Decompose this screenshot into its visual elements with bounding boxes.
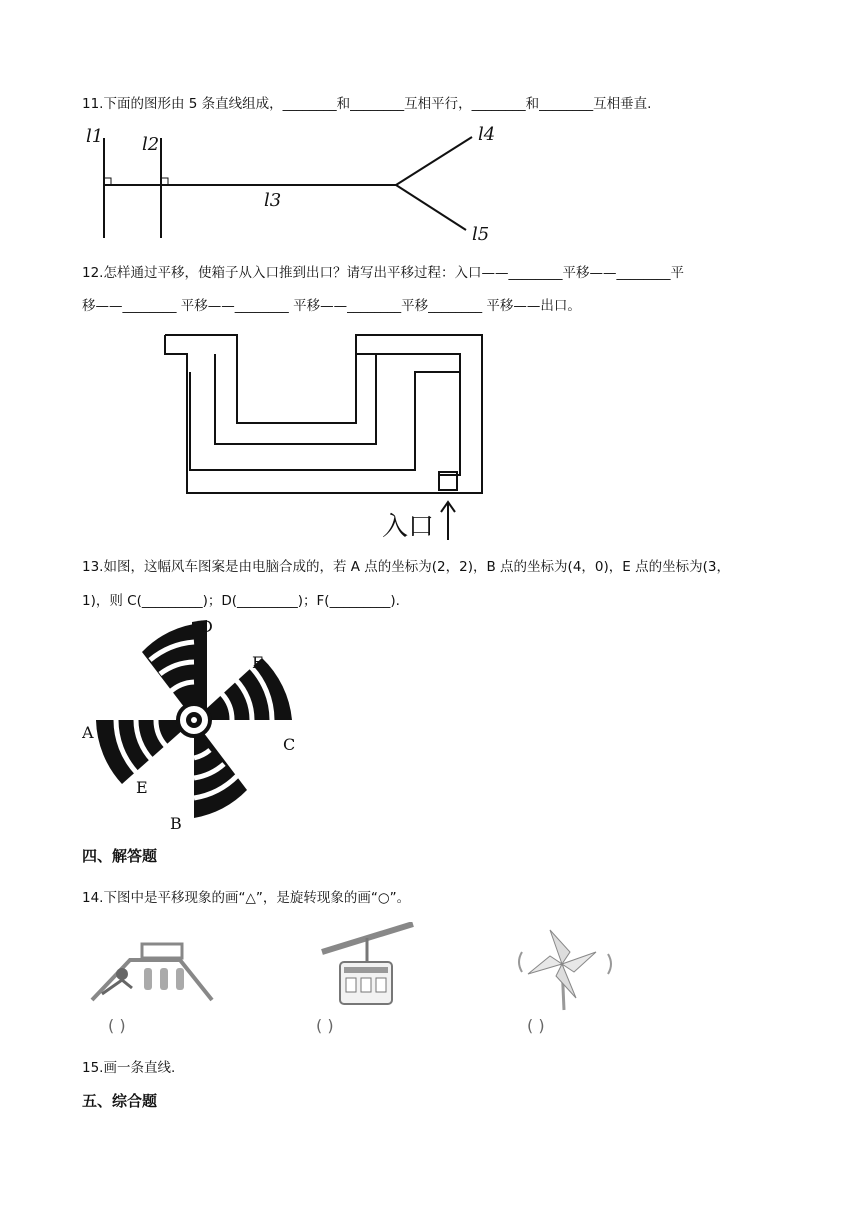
label-l3: l3	[264, 190, 282, 211]
cable-car-picture	[320, 922, 415, 1012]
q11-lines-figure	[82, 120, 512, 245]
q12-text-line1: 12.怎样通过平移，使箱子从入口推到出口？请写出平移过程：入口——________平移——________平	[82, 265, 684, 281]
q12-maze-figure	[160, 330, 490, 545]
answer-paren-3[interactable]: ( )	[527, 1016, 545, 1035]
section4-title: 四、解答题	[82, 847, 158, 865]
q11-text: 11.下面的图形由 5 条直线组成，________和________互相平行，________和________互相垂直.	[82, 96, 652, 112]
label-l5: l5	[472, 224, 490, 245]
label-l4: l4	[478, 124, 496, 145]
q12-text-line2: 移——________ 平移——________ 平移——________平移________ 平移——出口。	[82, 298, 581, 314]
point-E: E	[136, 778, 148, 797]
section5-title: 五、综合题	[82, 1092, 158, 1110]
q14-text: 14.下图中是平移现象的画“△”，是旋转现象的画“○”。	[82, 890, 411, 906]
point-A: A	[82, 723, 94, 742]
pinwheel-picture	[512, 922, 622, 1012]
q13-windmill-figure	[82, 612, 307, 834]
point-F: F	[252, 653, 264, 672]
slide-picture	[82, 932, 217, 1002]
q15-text: 15.画一条直线.	[82, 1060, 176, 1076]
point-D: D	[200, 617, 213, 636]
answer-paren-1[interactable]: ( )	[108, 1016, 126, 1035]
q13-text-line1: 13.如图，这幅风车图案是由电脑合成的，若 A 点的坐标为(2，2)，B 点的坐标为(4，0)，E 点的坐标为(3，	[82, 559, 730, 575]
answer-paren-2[interactable]: ( )	[316, 1016, 334, 1035]
label-l2: l2	[142, 134, 160, 155]
point-C: C	[283, 735, 296, 754]
entrance-label: 入口	[382, 512, 435, 542]
label-l1: l1	[86, 126, 104, 147]
point-B: B	[170, 814, 182, 833]
q13-text-line2: 1)，则 C(_________)；D(_________)；F(_________).	[82, 593, 400, 609]
